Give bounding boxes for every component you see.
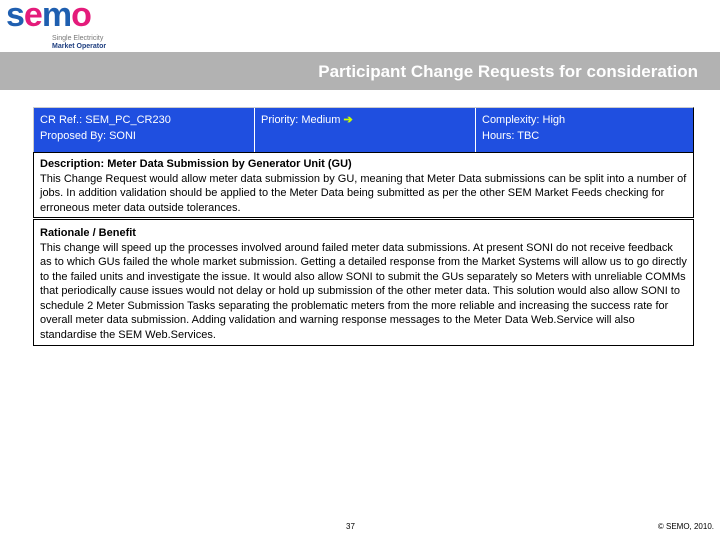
hours: Hours: TBC (482, 130, 540, 142)
rationale-box (33, 219, 694, 346)
rationale-text: This change will speed up the processes involved around failed meter data submissions. At present SONI do not receive feedback as to which GUs failed the whole market submission. Getting a detailed response from the Market Systems will allow us to go directly to the failed units and investigate the issue. It would also allow SONI to submit the GUs separately so Meters with unreliable COMMs that periodically cause issues would not delay or hold up submission of the other meter data. This solution would also allow SONI to schedule 2 Meter Submission Tasks separating the problematic meters from the more reliable and increasing the success rate for overall meter data submission. Adding validation and warning response messages to the Meter Data Web.Service will also standardise the SEM Web.Services. (40, 241, 687, 341)
rationale-heading: Rationale / Benefit (40, 227, 136, 239)
priority-cell (255, 108, 476, 152)
title-bar (0, 52, 720, 90)
description-text: This Change Request would allow meter data submission by GU, meaning that Meter Data submissions can be split into a number of jobs. In addition validation should be applied to the Meter Data being submitted as per the other SEM Market Feeds checking for erroneous meter data outside tolerances. (40, 172, 687, 214)
description-heading: Description: Meter Data Submission by Generator Unit (GU) (40, 158, 352, 170)
page-number: 37 (346, 522, 355, 531)
priority: Priority: Medium (261, 114, 341, 126)
summary-row (33, 107, 694, 153)
logo-letter-o: o (71, 0, 91, 34)
cr-ref-cell (34, 108, 255, 152)
cr-ref: CR Ref.: SEM_PC_CR230 (40, 114, 171, 126)
logo-wordmark (6, 0, 91, 35)
semo-logo (6, 2, 126, 52)
logo-letter-m: m (41, 0, 72, 34)
complexity-cell (476, 108, 693, 152)
copyright: © SEMO, 2010. (657, 522, 714, 531)
arrow-right-icon: ➔ (343, 114, 353, 126)
complexity: Complexity: High (482, 114, 566, 126)
logo-subtitle-1: Single Electricity (52, 35, 104, 42)
description-box (33, 152, 694, 218)
logo-subtitle-2: Market Operator (52, 43, 107, 50)
page-title: Participant Change Requests for consideration (318, 62, 698, 81)
logo-letter-e: e (23, 0, 42, 34)
logo-letter-s: s (6, 0, 24, 34)
proposed-by: Proposed By: SONI (40, 130, 136, 142)
